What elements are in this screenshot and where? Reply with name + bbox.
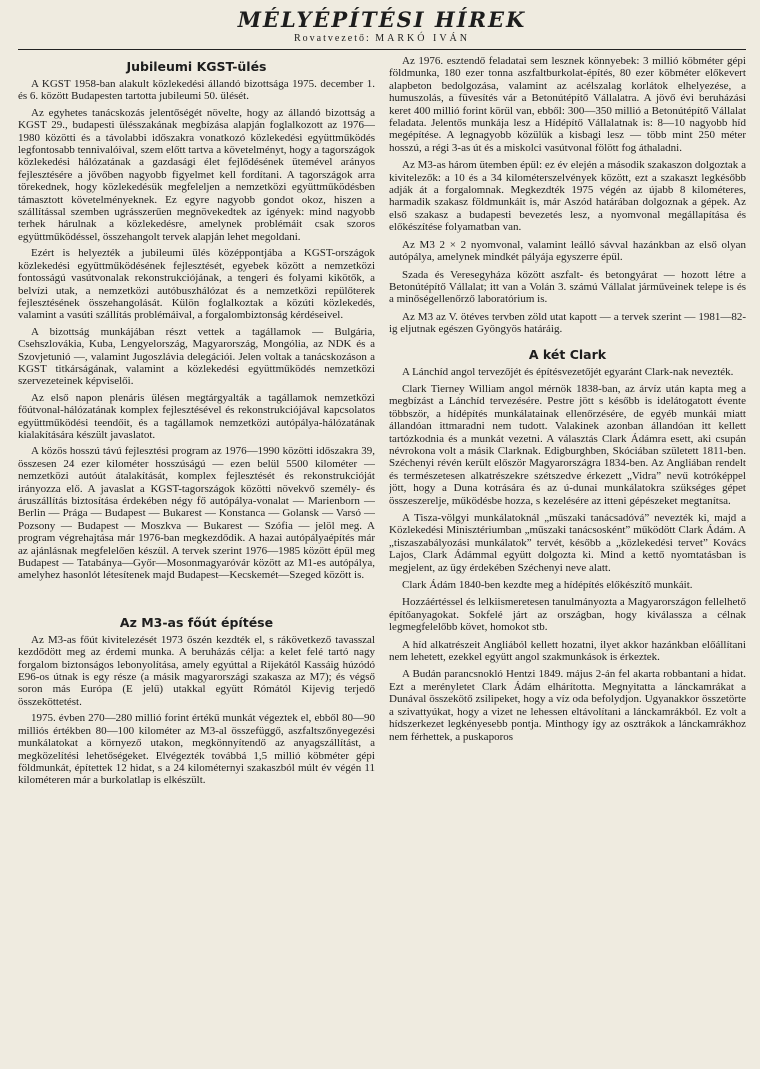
article-clark	[389, 348, 746, 743]
header-rule	[18, 49, 746, 50]
paragraph: Clark Ádám 1840-ben kezdte meg a hídépítés előkészítő munkáit.	[402, 579, 693, 592]
paragraph: Ezért is helyezték a jubileumi ülés középpontjába a KGST-országok közlekedési együttműködésének fejlesztését, egyebek között a nemzetközi fontosságú vasútvonalak rekonstrukciójának, a tengeri és folyami kikötők, a belvízi utak, a nemzetközi autóbuszhálózat és a nemzetközi repülőterek fejlesztésének összehangolását. Külön foglalkoztak a közúti közlekedés, valamint a vasúti szállítás problémáival, a forgalombiztonság kérdéseivel.	[18, 247, 375, 322]
paragraph: Az M3 az V. ötéves tervben zöld utat kapott — a tervek szerint — 1981—82-ig eljutnak egészen Gyöngyös határáig.	[389, 310, 746, 336]
paragraph: Az első napon plenáris ülésen megtárgyalták a tagállamok nemzetközi főútvonal-hálózatának komplex fejlesztésével és rekonstrukciójával kapcsolatos együttműködési teendőit, és a tagállamok nemzetközi autópálya-hálózatának kialakítására készült javaslatot.	[18, 391, 375, 441]
article-m3	[18, 616, 375, 787]
paragraph: A bizottság munkájában részt vettek a tagállamok — Bulgária, Csehszlovákia, Kuba, Lengyelország, Magyarország, Mongólia, az NDK és a Szovjetunió —, valamint Jugoszlávia delegációi. Jelen voltak a tanácskozáson a KGST titkárságának, valamint a közlekedési együttműködés nemzetközi szervezeteinek képviselői.	[18, 325, 375, 388]
two-column-body	[18, 55, 746, 1065]
paragraph: A Budán parancsnokló Hentzi 1849. május 2-án fel akarta robbantani a hidat. Ezt a merényletet Clark Ádám elhárította. Megnyitatta a lánckamrákat a Dunával összekötő zsilipeket, hogy a víz oda befolydjon. Ugyanakkor összetörte a szivattyúkat, hogy a vizet ne lehessen eltávolítani a lánckamrákból. Ez volt a hídszerkezet legkényesebb pontja. Minthogy így az osztrákok a lánckamrákhoz nem férhettek, a puskaporos	[389, 668, 746, 743]
paragraph: A KGST 1958-ban alakult közlekedési állandó bizottsága 1975. december 1. és 6. között Budapesten tartotta jubileumi 50. ülését.	[18, 78, 375, 103]
paragraph: Szada és Veresegyháza között aszfalt- és betongyárat — hozott létre a Betonútépítő Vállalat; itt van a Volán 3. számú Vállalat járműveinek telepe is és a minőségellenőrző laboratórium is.	[389, 268, 746, 306]
paragraph: A Tisza-völgyi munkálatoknál „műszaki tanácsadóvá” nevezték ki, majd a Közlekedési Minisztériumban „műszaki tanácsosként” működött Clark Ádám. A „tiszaszabályozási munkálatok” tervét, később a „közlekedési tervet” Kovács Lajos, Clark Ádámmal együtt dolgozta ki. Mind a kettő nyomtatásban is megjelent, az ügy érdekében Széchenyi neve alatt.	[389, 512, 746, 574]
article-title: Az M3-as főút építése	[119, 614, 274, 630]
paragraph: A Lánchíd angol tervezőjét és építésvezetőjét egyaránt Clark-nak nevezték.	[402, 365, 734, 378]
editor-label: Rovatvezető:	[294, 33, 371, 44]
paragraph: Az M3-as főút kivitelezését 1973 őszén kezdték el, s rákövetkező tavasszal kezdődött meg az érdemi munka. A beruházás célja: a kelet felé tartó nagy forgalom biztonságos lebonyolítása, amely egyúttal a Rijekától Kassáig húzódó E96-os útnak is egy része (a másik magyarországi szakasza az M7); és végső soron más Európa (E jelű) utakkal együtt Rómától Kijevig terjedő összeköttetést.	[18, 633, 375, 708]
paragraph: Hozzáértéssel és lelkiismeretesen tanulmányozta a Magyarországon fellelhető építőanyagokat. Sokfelé járt az országban, hogy kiválassza a célnak legmegfelelőbb követ, homokot stb.	[389, 596, 746, 634]
section-editor	[18, 33, 746, 45]
article-m3-continued	[389, 55, 746, 336]
right-column	[389, 55, 746, 1065]
paragraph: Clark Tierney William angol mérnök 1838-ban, az árvíz után kapta meg a megbízást a Lánchíd tervezésére. Pestre jött s később is idelátogatott évente többször, a hídépítés munkálatainak ellenőrzésére, de egyéb munkái miatt állandóan ittmaradni nem tudott. Valakinek azonban állandóan itt kellett tartózkodnia és a munkát vezetni. A választás Clark Ádámra esett, aki csupán névrokona volt a másik Clarknak. Edigburghben, Skóciában született 1811-ben. Széchenyi révén került először Magyarországra 1834-ben. Az Angliában rendelt és természetesen alkatrészekre szétszedve érkezett „Vidra” nevű kotróképpel jött, hogy a Duna kotrására és az ú-dunai munkálatokra szükséges gépet összeszerelje, működésbe hozza, s kezelésére az itteni gépészeket megtanítsa.	[389, 382, 746, 507]
paragraph: A híd alkatrészeit Angliából kellett hozatni, ilyet akkor hazánkban előállítani nem lehetett, ezekkel együtt angol szakmunkások is érkeztek.	[389, 638, 746, 664]
editor-name: MARKÓ IVÁN	[375, 33, 470, 44]
paragraph: A közös hosszú távú fejlesztési program az 1976—1990 közötti időszakra 39, összesen 24 ezer kilométer hosszúságú — ezen belül 5500 kilométer — nemzetközi autóút átalakítását, komplex fejlesztését és rekonstrukcióját irányozza elő. A javaslat a KGST-tagországok közötti növekvő személy- és áruszállítás biztosítása érdekében négy fő autópálya-vonalat — Marienborn — Berlin — Prága — Budapest — Bukarest — Konstanca — Golansk — Varsó — Pozsony — Budapest — Moszkva — Bukarest — Szófia — jelöl meg. A program végrehajtása már 1976-ban megkezdődik. A hazai autópályaépítés már az ajánlásnak megfelelően készül. A tervek szerint 1976—1985 között épül meg Budapest — Tatabánya—Győr—Mosonmagyaróvár között az M1-es autópálya, amelyhez hasonlót létesítenek majd Budapest—Kecskemét—Szeged között is.	[18, 445, 375, 582]
section-title: MÉLYÉPÍTÉSI HÍREK	[237, 7, 527, 32]
article-kgst	[18, 60, 375, 582]
article-title: Jubileumi KGST-ülés	[126, 59, 267, 74]
paragraph: Az egyhetes tanácskozás jelentőségét növelte, hogy az állandó bizottság a KGST 29., budapesti ülésszakának megbízása alapján foglalkozott az 1976—1980 közötti és a távolabbi időszakra vonatkozó közlekedési együttműködés legfontosabb tennivalóival, szem előtt tartva a követelményt, hogy a tagországok közlekedési hálózatának a gazdasági élet fejlődésének ütemével arányos fejlesztésére a jövőben nagyobb figyelmet kell fordítani. A tagországok arra törekednek, hogy közlekedésük megfeleljen a nemzetközi együttműködésben támasztott követelményeknek. Ez egyre nagyobb gondot okoz, hiszen a szállítással szemben ugrásszerűen megnövekedtek az igények: mind nagyobb terhek hárulnak a közlekedésre, amelynek problémáit csak szoros együttműködéssel, összehangolt tervek alapján lehet megoldani.	[18, 106, 375, 243]
paragraph: 1975. évben 270—280 millió forint értékű munkát végeztek el, ebből 80—90 milliós értékben 80—100 kilométer az M3-al összefüggő, aszfaltszőnyegezési munkálatokat a környező utakon, megkönnyítendő az anyagszállítást, a megközelítési lehetőségeket. Elvégezték továbbá 1,5 millió köbméter gépi földmunkát, építettek 12 hidat, s a 24 kilométernyi szakaszból múlt év végén 11 kilométeren már a burkolatlap is elkészült.	[18, 712, 375, 787]
masthead	[18, 8, 746, 45]
article-title: A két Clark	[528, 346, 607, 362]
paragraph: Az 1976. esztendő feladatai sem lesznek könnyebek: 3 millió köbméter gépi földmunka, 180 ezer tonna aszfaltburkolat-építés, 80 ezer köbméter előkevert alapbeton bedolgozása, valamint az acélszalag korlátok elhelyezése, a humuszolás, a füvesítés vár a Betonútépítő Vállalatra. A jövő évi beruházási keret 400 millió forint körül van, ebből: 300—350 millió a Betonútépítő Vállalat feladata. Jelentős munkája lesz a Hídépítő Vállalatnak is: 8—10 nagyobb híd megépítése. A legnagyobb közülük a kisbagi lesz — több mint 250 méter hosszú, a régi 3-as út és a miskolci vasútvonal fölött fog áthaladni.	[389, 55, 746, 154]
paragraph: Az M3-as három ütemben épül: ez év elején a második szakaszon dolgoztak a kivitelezők: a 10 és a 34 kilométerszelvények között, ezt a szakaszt legkésőbb adják át a forgalomnak. Megkezdték 1975 végén az újabb 8 kilométeres, harmadik szakasz földmunkáit is, már Aszód határában dolgoznak a gépek. Az első szakasz a budapesti bevezetés lesz, a nyomvonal megállapítása és előkészítése folyamatban van.	[389, 159, 746, 234]
paragraph: Az M3 2 × 2 nyomvonal, valamint leálló sávval hazánkban az első olyan autópálya, amelynek mindkét pályája egyszerre épül.	[389, 238, 746, 264]
left-column	[18, 55, 375, 1065]
